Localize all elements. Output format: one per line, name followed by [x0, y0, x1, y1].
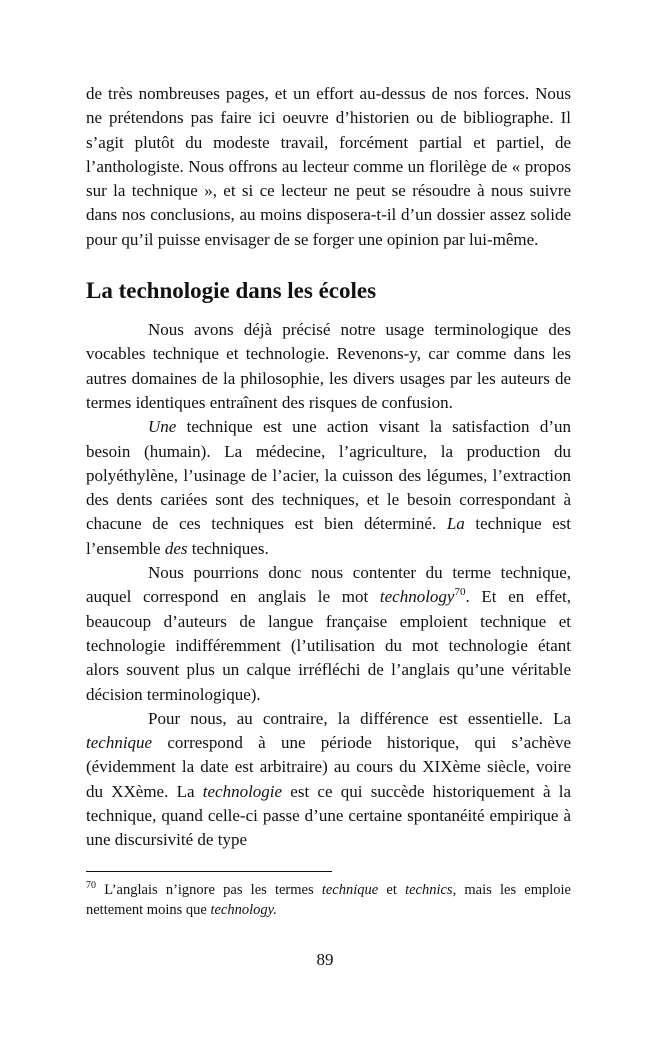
- paragraph-english-term: Nous pourrions donc nous contenter du terme technique, auquel correspond en anglais le mot technology$^{70}$. Et en effet, beaucoup d’auteurs de langue française emploient technique et technologie indifféremment (l’utilisation du mot technologie étant alors souvent plus un calque irréfléchi de l’anglais qu’une véritable décision terminologique).: [86, 563, 572, 704]
- page-body: [86, 82, 571, 853]
- paragraph-intro: de très nombreuses pages, et un effort au-dessus de nos forces. Nous ne prétendons pas faire ici oeuvre d’historien ou de bibliographe. Il s’agit plutôt du modeste travail, forcément partial et partiel, de l’anthologiste. Nous offrons au lecteur comme un florilège de « propos sur la technique », et si ce lecteur ne peut se résoudre à nous suivre dans nos conclusions, au moins disposera-t-il d’un dossier assez solide pour qu’il puisse envisager de se forger une opinion par lui-même.: [86, 84, 571, 249]
- emphasis-technology: technology: [379, 587, 455, 607]
- footnote: $^{70}$ L’anglais n’ignore pas les termes technique et technics, mais les emploie nettement moins que technology.: [86, 880, 571, 918]
- emphasis-technologie: technologie: [202, 781, 283, 801]
- paragraph-definition: Une technique est une action visant la satisfaction d’un besoin (humain). La médecine, l’agriculture, la production du polyéthylène, l’usinage de l’acier, la cuisson des légumes, l’extraction des dents cariées sont des techniques, et le besoin correspondant à chacune de ces techniques est bien déterminé. La technique est l’ensemble des techniques.: [86, 417, 571, 558]
- footnote-number: 70: [86, 880, 96, 891]
- footnote-divider: [86, 871, 332, 872]
- paragraph-difference: Pour nous, au contraire, la différence est essentielle. La technique correspond à une période historique, qui s’achève (évidemment la date est arbitraire) au cours du XIXème siècle, voire du XXème. La technologie est ce qui succède historiquement à la technique, quand celle-ci passe d’une certaine spontanéité empirique à une discursivité de type: [86, 708, 571, 850]
- footnote-ref[interactable]: 70: [454, 586, 466, 599]
- emphasis-technique: technique: [86, 733, 153, 753]
- section-heading: La technologie dans les écoles: [86, 278, 377, 304]
- emphasis-la: La: [446, 514, 465, 534]
- paragraph-terminology: Nous avons déjà précisé notre usage terminologique des vocables technique et technologie. Revenons-y, car comme dans les autres domaines de la philosophie, les divers usages par les auteurs de termes identiques entraînent des risques de confusion.: [86, 320, 571, 412]
- emphasis-une: Une: [148, 417, 177, 437]
- page-number: 89: [316, 950, 334, 969]
- emphasis-des: des: [164, 538, 188, 558]
